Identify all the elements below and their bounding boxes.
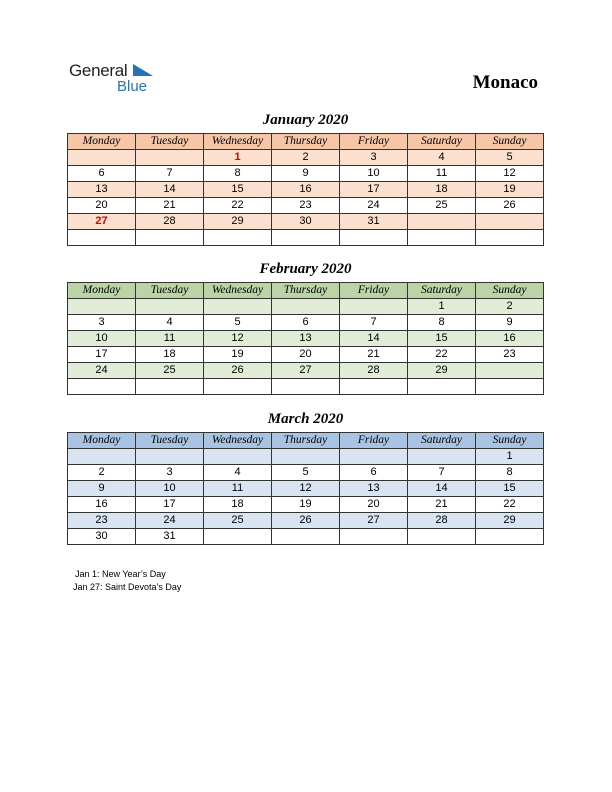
day-cell: 7: [136, 166, 204, 182]
day-cell: 6: [68, 166, 136, 182]
weekday-header: Monday: [68, 134, 136, 150]
day-cell: 28: [136, 214, 204, 230]
day-cell: [272, 299, 340, 315]
day-cell: [204, 449, 272, 465]
day-cell: [476, 379, 544, 395]
weekday-header: Thursday: [272, 433, 340, 449]
day-cell: 2: [272, 150, 340, 166]
day-cell: 25: [204, 513, 272, 529]
day-cell: 10: [136, 481, 204, 497]
day-cell: 26: [272, 513, 340, 529]
weekday-header: Monday: [68, 283, 136, 299]
day-cell: 31: [340, 214, 408, 230]
weekday-header: Friday: [340, 283, 408, 299]
weekday-header: Tuesday: [136, 283, 204, 299]
day-cell: 5: [272, 465, 340, 481]
day-cell: [340, 299, 408, 315]
day-cell: 30: [68, 529, 136, 545]
day-cell: 21: [408, 497, 476, 513]
day-cell: 24: [136, 513, 204, 529]
day-cell: 28: [340, 363, 408, 379]
weekday-header: Sunday: [476, 433, 544, 449]
day-cell: 27: [68, 214, 136, 230]
day-cell: 21: [340, 347, 408, 363]
day-cell: [408, 214, 476, 230]
day-cell: 24: [340, 198, 408, 214]
day-cell: 9: [272, 166, 340, 182]
weekday-header: Sunday: [476, 283, 544, 299]
week-row: [68, 347, 544, 363]
day-cell: 13: [340, 481, 408, 497]
holiday-notes: [75, 568, 181, 594]
week-row: [68, 230, 544, 246]
day-cell: 25: [136, 363, 204, 379]
day-cell: [272, 230, 340, 246]
week-row: [68, 363, 544, 379]
holiday-note: Jan 27: Saint Devota’s Day: [73, 582, 182, 592]
day-cell: 5: [204, 315, 272, 331]
day-cell: [68, 299, 136, 315]
weekday-header: Saturday: [408, 283, 476, 299]
day-cell: 17: [136, 497, 204, 513]
logo-text-blue: Blue: [117, 78, 148, 95]
logo-triangle-icon: [133, 64, 155, 78]
day-cell: 12: [476, 166, 544, 182]
weekday-header: Wednesday: [204, 433, 272, 449]
day-cell: 3: [68, 315, 136, 331]
day-cell: 15: [476, 481, 544, 497]
week-row: [68, 198, 544, 214]
day-cell: 22: [476, 497, 544, 513]
day-cell: 23: [272, 198, 340, 214]
day-cell: 23: [68, 513, 136, 529]
country-title: Monaco: [472, 72, 538, 93]
day-cell: 18: [136, 347, 204, 363]
day-cell: [136, 379, 204, 395]
weekday-header: Tuesday: [136, 433, 204, 449]
day-cell: 28: [408, 513, 476, 529]
day-cell: 22: [408, 347, 476, 363]
month-title-february: February 2020: [259, 261, 352, 277]
day-cell: 16: [476, 331, 544, 347]
week-row: [68, 481, 544, 497]
day-cell: 26: [204, 363, 272, 379]
day-cell: 14: [408, 481, 476, 497]
day-cell: 15: [408, 331, 476, 347]
day-cell: 17: [68, 347, 136, 363]
day-cell: [340, 230, 408, 246]
weekday-header: Saturday: [408, 134, 476, 150]
day-cell: [204, 299, 272, 315]
week-row: [68, 513, 544, 529]
day-cell: 31: [136, 529, 204, 545]
day-cell: 20: [272, 347, 340, 363]
day-cell: [68, 230, 136, 246]
day-cell: 6: [272, 315, 340, 331]
day-cell: 19: [476, 182, 544, 198]
day-cell: 26: [476, 198, 544, 214]
day-cell: 12: [272, 481, 340, 497]
day-cell: [476, 230, 544, 246]
day-cell: 13: [68, 182, 136, 198]
day-cell: 15: [204, 182, 272, 198]
day-cell: 6: [340, 465, 408, 481]
day-cell: 11: [408, 166, 476, 182]
day-cell: [476, 529, 544, 545]
day-cell: 8: [408, 315, 476, 331]
day-cell: [408, 529, 476, 545]
week-row: [68, 315, 544, 331]
day-cell: 27: [272, 363, 340, 379]
weekday-header-row: [68, 283, 544, 299]
day-cell: 20: [340, 497, 408, 513]
weekday-header: Thursday: [272, 134, 340, 150]
day-cell: [204, 529, 272, 545]
day-cell: 8: [476, 465, 544, 481]
logo-text-general: General: [69, 61, 128, 80]
day-cell: 12: [204, 331, 272, 347]
day-cell: [204, 230, 272, 246]
day-cell: 4: [408, 150, 476, 166]
week-row: [68, 379, 544, 395]
day-cell: 7: [408, 465, 476, 481]
day-cell: 23: [476, 347, 544, 363]
weekday-header: Friday: [340, 134, 408, 150]
day-cell: [68, 150, 136, 166]
logo: [69, 60, 169, 100]
week-row: [68, 150, 544, 166]
day-cell: 2: [476, 299, 544, 315]
day-cell: 29: [476, 513, 544, 529]
day-cell: 29: [408, 363, 476, 379]
day-cell: [136, 299, 204, 315]
calendar-january: [67, 133, 544, 246]
weekday-header-row: [68, 134, 544, 150]
week-row: [68, 214, 544, 230]
week-row: [68, 182, 544, 198]
day-cell: 18: [408, 182, 476, 198]
week-row: [68, 465, 544, 481]
weekday-header: Monday: [68, 433, 136, 449]
weekday-header: Wednesday: [204, 283, 272, 299]
weekday-header: Tuesday: [136, 134, 204, 150]
day-cell: [408, 449, 476, 465]
day-cell: [204, 379, 272, 395]
day-cell: 16: [272, 182, 340, 198]
weekday-header-row: [68, 433, 544, 449]
day-cell: [340, 529, 408, 545]
weekday-header: Friday: [340, 433, 408, 449]
day-cell: [476, 214, 544, 230]
day-cell: 1: [408, 299, 476, 315]
weekday-header: Sunday: [476, 134, 544, 150]
day-cell: 9: [476, 315, 544, 331]
day-cell: 10: [340, 166, 408, 182]
day-cell: 21: [136, 198, 204, 214]
weekday-header: Saturday: [408, 433, 476, 449]
day-cell: 29: [204, 214, 272, 230]
week-row: [68, 497, 544, 513]
day-cell: 17: [340, 182, 408, 198]
day-cell: 25: [408, 198, 476, 214]
day-cell: 3: [340, 150, 408, 166]
day-cell: 2: [68, 465, 136, 481]
week-row: [68, 449, 544, 465]
day-cell: 24: [68, 363, 136, 379]
day-cell: [408, 230, 476, 246]
day-cell: 11: [136, 331, 204, 347]
holiday-note: Jan 1: New Year’s Day: [75, 569, 166, 579]
day-cell: 19: [204, 347, 272, 363]
day-cell: 27: [340, 513, 408, 529]
calendar-february: [67, 282, 544, 395]
day-cell: 19: [272, 497, 340, 513]
day-cell: 11: [204, 481, 272, 497]
day-cell: [476, 363, 544, 379]
weekday-header: Thursday: [272, 283, 340, 299]
day-cell: [68, 449, 136, 465]
day-cell: [340, 379, 408, 395]
calendar-march: [67, 432, 544, 545]
day-cell: 10: [68, 331, 136, 347]
week-row: [68, 331, 544, 347]
week-row: [68, 166, 544, 182]
day-cell: 30: [272, 214, 340, 230]
day-cell: [340, 449, 408, 465]
day-cell: 4: [136, 315, 204, 331]
day-cell: [272, 379, 340, 395]
day-cell: 13: [272, 331, 340, 347]
day-cell: 14: [136, 182, 204, 198]
day-cell: [136, 449, 204, 465]
day-cell: 7: [340, 315, 408, 331]
day-cell: 1: [476, 449, 544, 465]
day-cell: 22: [204, 198, 272, 214]
month-title-january: January 2020: [262, 112, 349, 128]
day-cell: 16: [68, 497, 136, 513]
week-row: [68, 529, 544, 545]
week-row: [68, 299, 544, 315]
day-cell: 5: [476, 150, 544, 166]
day-cell: 4: [204, 465, 272, 481]
day-cell: [272, 529, 340, 545]
day-cell: 14: [340, 331, 408, 347]
day-cell: 18: [204, 497, 272, 513]
day-cell: 9: [68, 481, 136, 497]
month-title-march: March 2020: [267, 411, 344, 427]
day-cell: 8: [204, 166, 272, 182]
day-cell: [272, 449, 340, 465]
day-cell: 3: [136, 465, 204, 481]
weekday-header: Wednesday: [204, 134, 272, 150]
day-cell: [136, 150, 204, 166]
day-cell: [68, 379, 136, 395]
day-cell: [408, 379, 476, 395]
day-cell: 1: [204, 150, 272, 166]
day-cell: 20: [68, 198, 136, 214]
day-cell: [136, 230, 204, 246]
